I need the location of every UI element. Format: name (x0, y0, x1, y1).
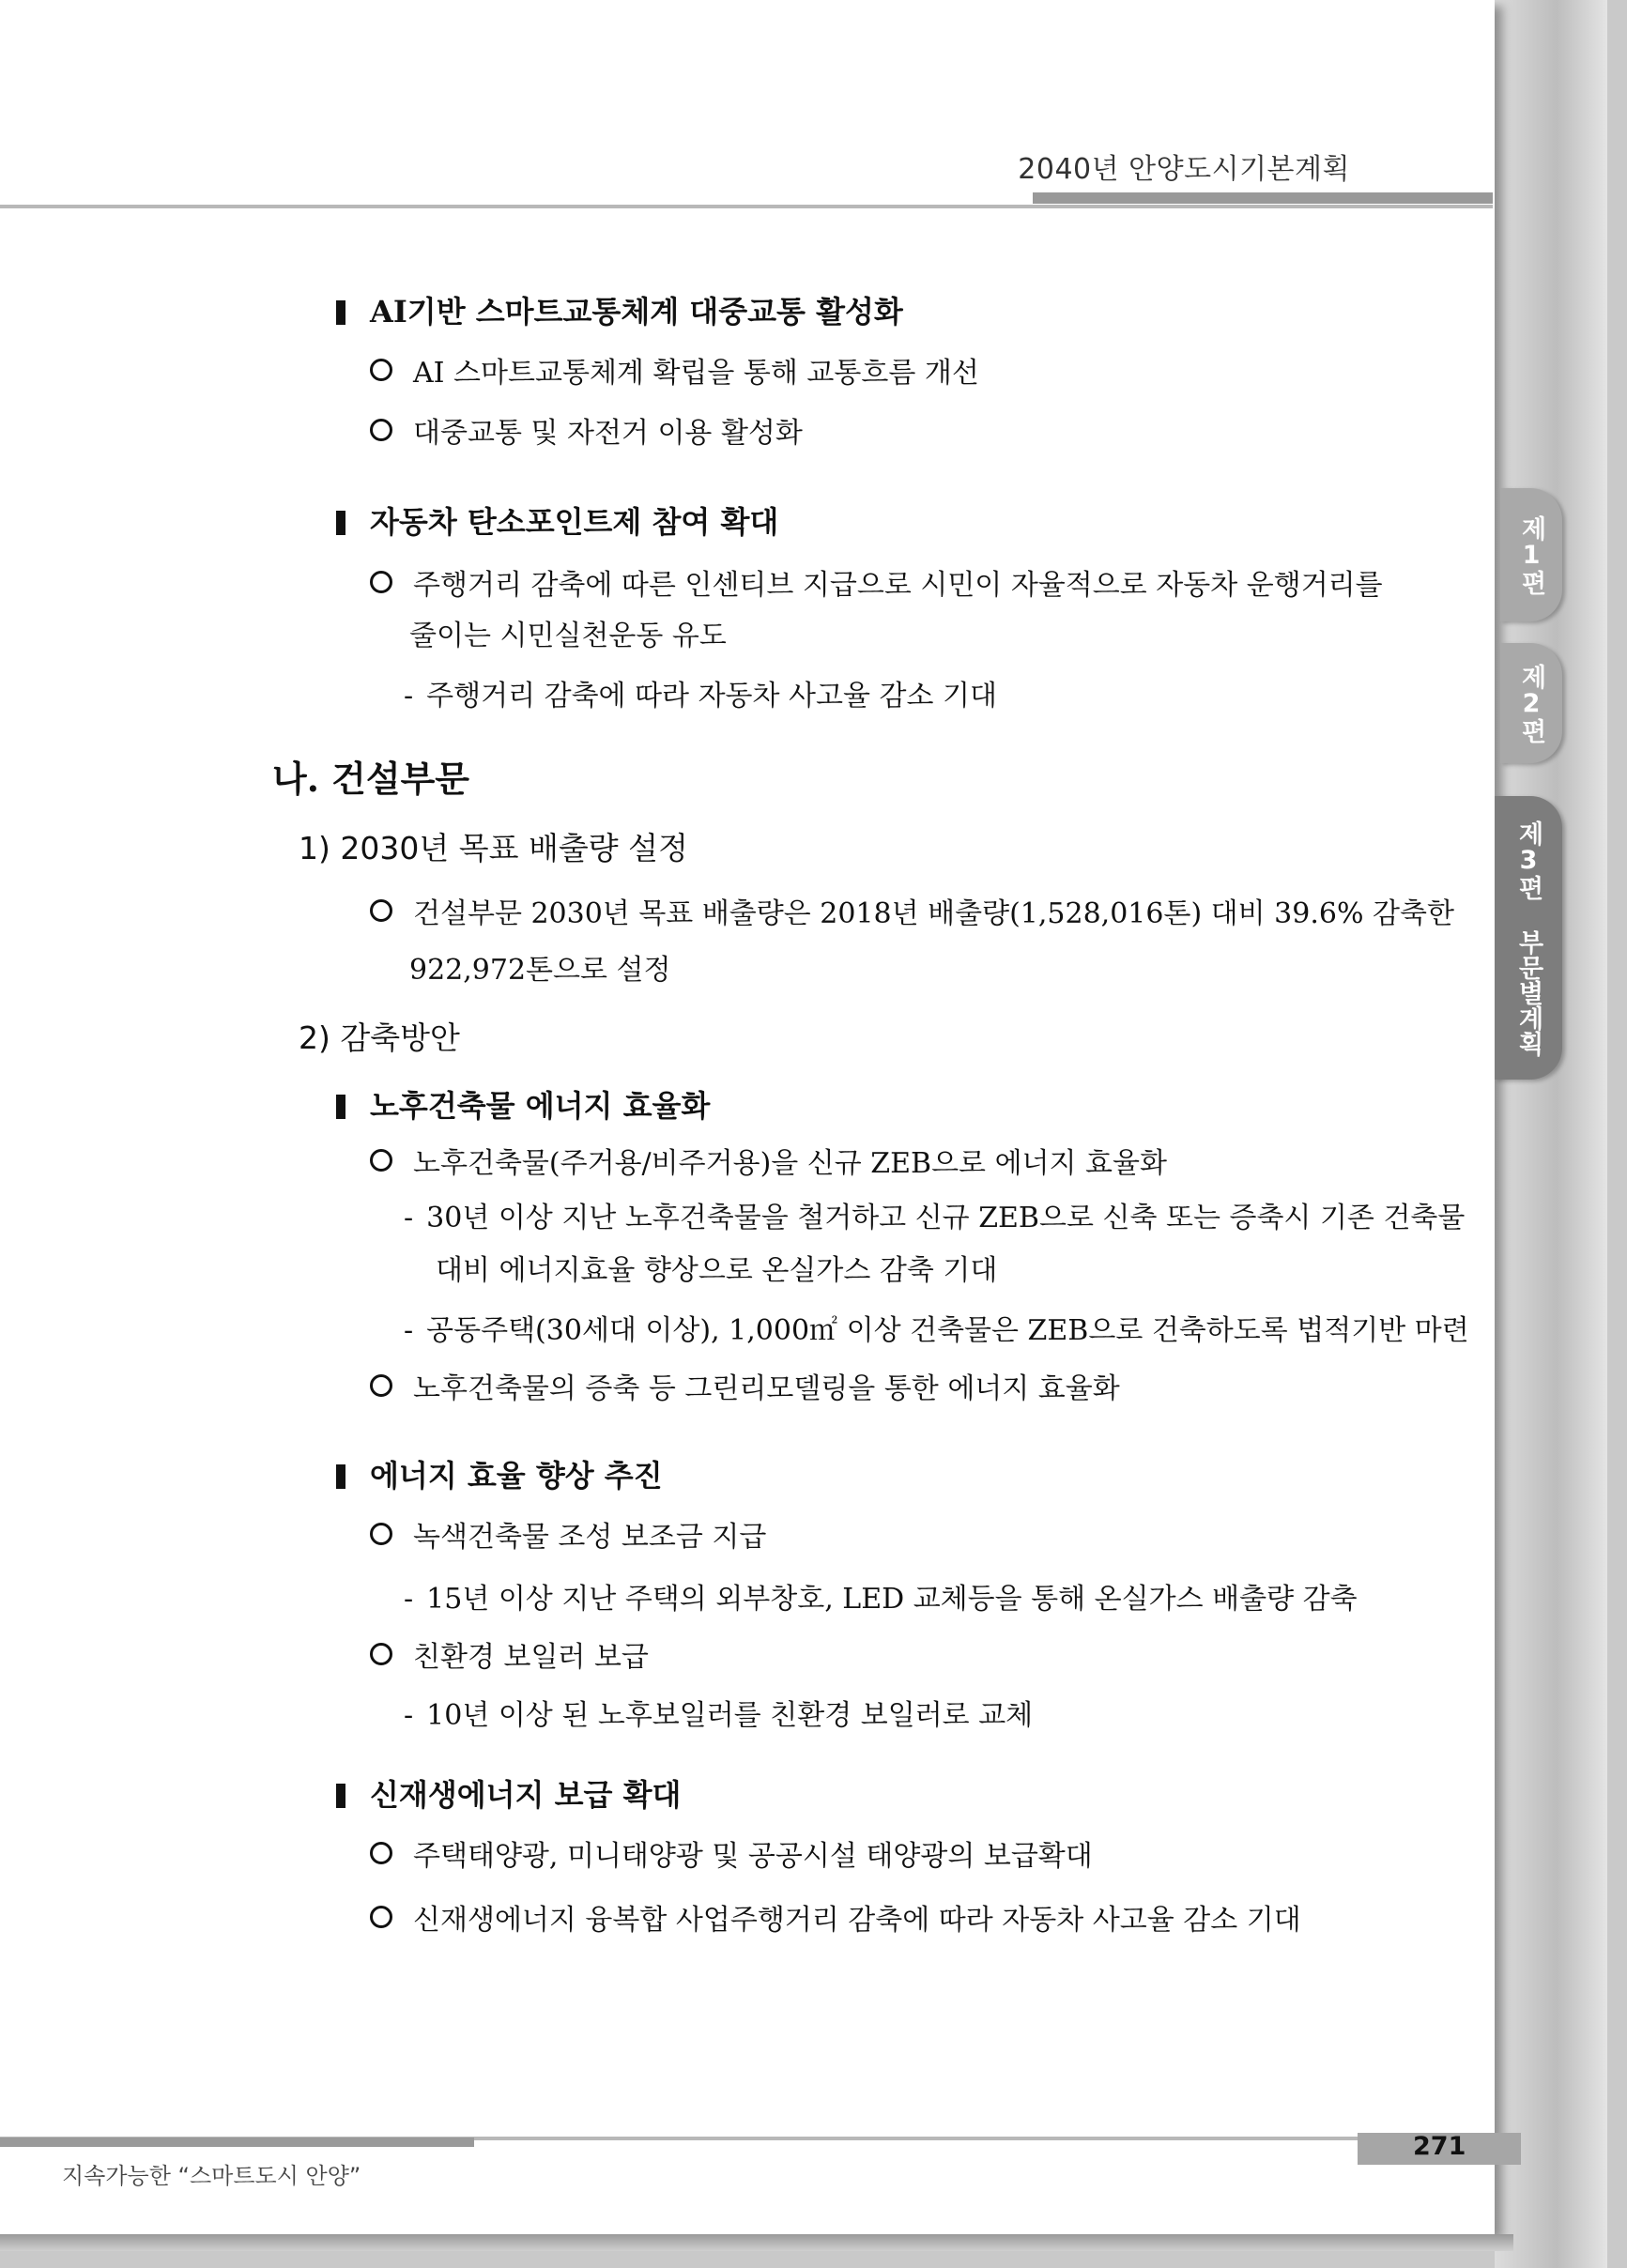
bullet-text: 노후건축물(주거용/비주거용)을 신규 ZEB으로 에너지 효율화 (413, 1147, 1167, 1180)
bullet-text: 노후건축물의 증축 등 그린리모델링을 통한 에너지 효율화 (413, 1372, 1120, 1405)
square-marker-icon (336, 1784, 345, 1808)
dash-item (404, 1697, 1033, 1735)
dash-text: 30년 이상 지난 노후건축물을 철거하고 신규 ZEB으로 신축 또는 증축시 기존 건축물 (426, 1202, 1466, 1234)
bullet-item (370, 1838, 1093, 1876)
bullet-item (370, 896, 1454, 933)
heading-renewable (336, 1776, 681, 1814)
square-marker-icon (336, 511, 345, 535)
circle-bullet-icon (370, 571, 392, 593)
heading-text: AI기반 스마트교통체계 대중교통 활성화 (370, 294, 903, 329)
dash-item (404, 1200, 1465, 1237)
footer-rule-accent (0, 2138, 474, 2147)
dash-marker: - (404, 1314, 414, 1347)
page-edge (1495, 0, 1607, 2268)
dash-text: 공동주택(30세대 이상), 1,000㎡ 이상 건축물은 ZEB으로 건축하도록 법적기반 마련 (426, 1314, 1469, 1347)
bullet-continuation: 922,972톤으로 설정 (409, 954, 671, 987)
bullet-item (370, 1519, 766, 1556)
bullet-item (370, 415, 803, 452)
header-rule-accent (1033, 192, 1493, 204)
heading-text: 신재생에너지 보급 확대 (370, 1777, 682, 1813)
dash-item (404, 678, 997, 715)
circle-bullet-icon (370, 1523, 392, 1545)
dash-item (404, 1312, 1469, 1350)
circle-bullet-icon (370, 359, 392, 381)
heading-ai-transit (336, 293, 903, 330)
bullet-text: 신재생에너지 융복합 사업주행거리 감축에 따라 자동차 사고율 감소 기대 (413, 1904, 1301, 1937)
circle-bullet-icon (370, 1374, 392, 1397)
section-heading: 나. 건설부문 (272, 758, 469, 800)
dash-marker: - (404, 1699, 414, 1732)
bullet-item (370, 567, 1383, 605)
dash-item (404, 1581, 1358, 1618)
heading-car-carbon-point (336, 503, 778, 541)
bullet-item (370, 1371, 1120, 1408)
bullet-text: 주행거리 감축에 따른 인센티브 지급으로 시민이 자율적으로 자동차 운행거리를 (413, 569, 1383, 602)
dash-text: 10년 이상 된 노후보일러를 친환경 보일러로 교체 (426, 1699, 1034, 1732)
circle-bullet-icon (370, 1643, 392, 1665)
bullet-item (370, 1639, 649, 1677)
bullet-item (370, 355, 979, 392)
bullet-item (370, 1902, 1301, 1939)
bullet-text: 건설부문 2030년 목표 배출량은 2018년 배출량(1,528,016톤) 대비 39.6% 감축한 (413, 897, 1454, 930)
dash-marker: - (404, 1202, 414, 1234)
bullet-text: AI 스마트교통체계 확립을 통해 교통흐름 개선 (413, 357, 979, 390)
dash-marker: - (404, 680, 414, 713)
tab-part-3[interactable]: 제3편 부문별계획 (1495, 796, 1562, 1080)
dash-marker: - (404, 1583, 414, 1616)
square-marker-icon (336, 300, 345, 325)
circle-bullet-icon (370, 1842, 392, 1864)
circle-bullet-icon (370, 1906, 392, 1928)
dash-text: 주행거리 감축에 따라 자동차 사고율 감소 기대 (426, 680, 997, 713)
heading-old-building (336, 1087, 710, 1125)
bullet-item (370, 1145, 1167, 1183)
bullet-text: 대중교통 및 자전거 이용 활성화 (413, 417, 803, 450)
heading-energy-efficiency (336, 1457, 663, 1494)
square-marker-icon (336, 1464, 345, 1489)
running-header: 2040년 안양도시기본계획 (1018, 153, 1350, 186)
tab-part-2[interactable]: 제2편 (1500, 643, 1562, 763)
page-shadow (0, 2234, 1513, 2251)
bullet-text: 주택태양광, 미니태양광 및 공공시설 태양광의 보급확대 (413, 1840, 1093, 1873)
bullet-text: 친환경 보일러 보급 (413, 1641, 649, 1674)
heading-text: 노후건축물 에너지 효율화 (370, 1088, 711, 1124)
circle-bullet-icon (370, 899, 392, 922)
heading-text: 자동차 탄소포인트제 참여 확대 (370, 504, 779, 540)
subsection-heading: 2) 감축방안 (299, 1019, 460, 1056)
footer-title: 지속가능한 “스마트도시 안양” (62, 2163, 361, 2189)
tab-part-1[interactable]: 제1편 (1500, 488, 1562, 621)
circle-bullet-icon (370, 1149, 392, 1172)
subsection-heading: 1) 2030년 목표 배출량 설정 (299, 830, 688, 866)
dash-continuation: 대비 에너지효율 향상으로 온실가스 감축 기대 (436, 1254, 998, 1287)
dash-text: 15년 이상 지난 주택의 외부창호, LED 교체등을 통해 온실가스 배출량 감축 (426, 1583, 1358, 1616)
circle-bullet-icon (370, 419, 392, 441)
bullet-text: 녹색건축물 조성 보조금 지급 (413, 1521, 767, 1554)
square-marker-icon (336, 1095, 345, 1119)
bullet-continuation: 줄이는 시민실천운동 유도 (409, 620, 727, 652)
header-rule (0, 205, 1493, 208)
page-number: 271 (1413, 2132, 1466, 2161)
heading-text: 에너지 효율 향상 추진 (370, 1458, 663, 1494)
